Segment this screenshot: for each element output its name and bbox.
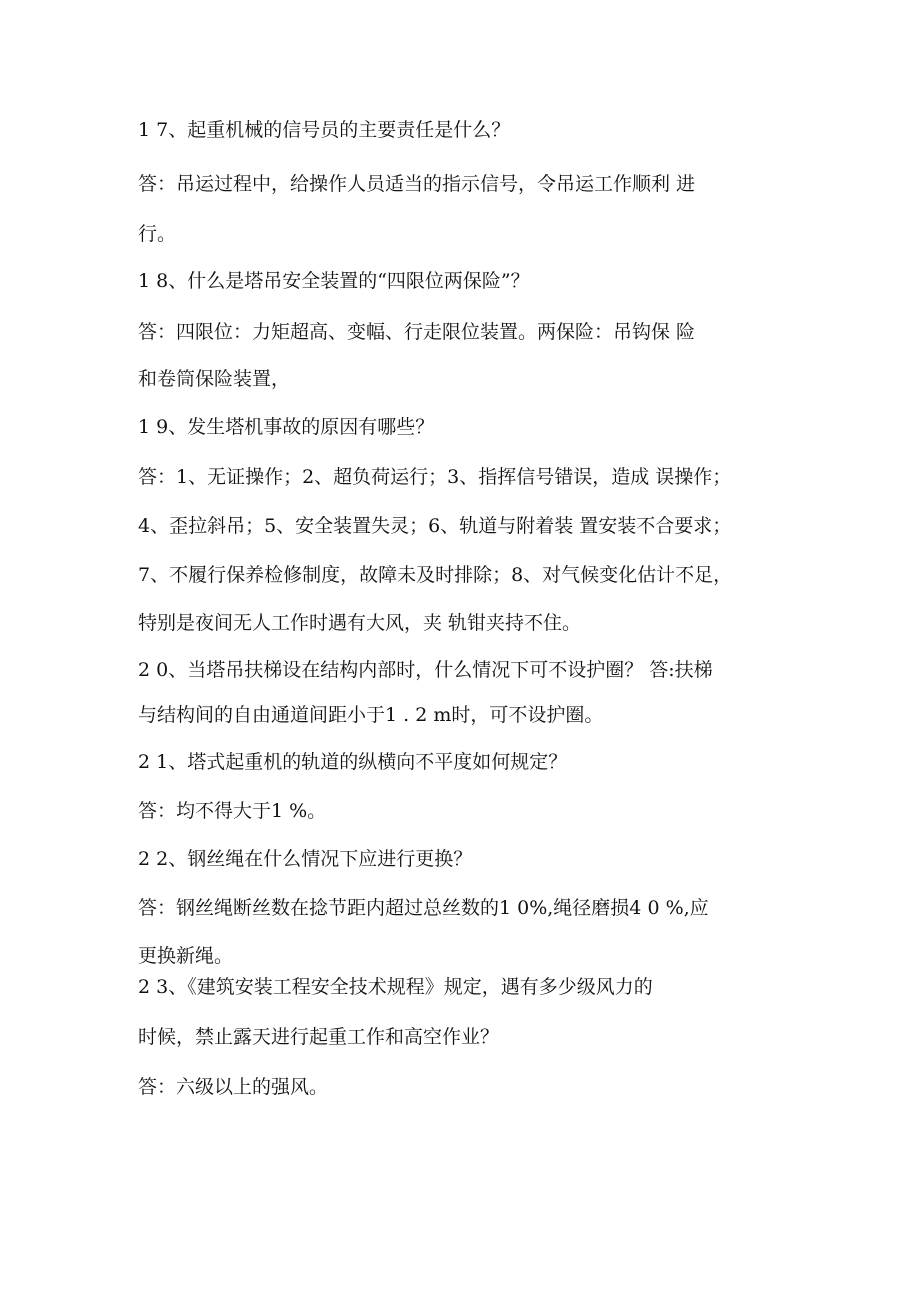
text-line-q19: 1 9、发生塔机事故的原因有哪些？ <box>138 416 435 438</box>
text-line-q21: 2 1、塔式起重机的轨道的纵横向不平度如何规定？ <box>138 751 568 773</box>
text-line-a19-4: 特别是夜间无人工作时遇有大风，夹 轨钳夹持不住。 <box>138 612 582 634</box>
text-line-q22: 2 2、钢丝绳在什么情况下应进行更换？ <box>138 848 473 870</box>
text-line-a17-1: 答：吊运过程中，给操作人员适当的指示信号，令吊运工作顺利 进 <box>138 173 696 195</box>
text-line-q20-2: 与结构间的自由通道间距小于1 . 2 m时，可不设护圈。 <box>138 704 604 726</box>
text-line-a19-3: 7、不履行保养检修制度，故障未及时排除；8、对气候变化估计不足， <box>138 564 733 586</box>
text-line-a18-1: 答：四限位：力矩超高、变幅、行走限位装置。两保险：吊钩保 险 <box>138 321 696 343</box>
text-line-a22-2: 更换新绳。 <box>138 945 234 967</box>
text-line-q17: 1 7、起重机械的信号员的主要责任是什么？ <box>138 119 511 141</box>
text-line-a17-2: 行。 <box>138 223 177 245</box>
text-line-q18: 1 8、什么是塔吊安全装置的“四限位两保险”？ <box>138 270 530 292</box>
text-line-a18-2: 和卷筒保险装置， <box>138 368 291 390</box>
text-line-q20-1: 2 0、当塔吊扶梯设在结构内部时，什么情况下可不设护圈？ 答:扶梯 <box>138 659 713 681</box>
text-line-a23: 答：六级以上的强风。 <box>138 1076 329 1098</box>
text-line-a19-2: 4、歪拉斜吊；5、安全装置失灵；6、轨道与附着装 置安装不合要求； <box>138 515 732 537</box>
text-line-q23-2: 时候，禁止露天进行起重工作和高空作业？ <box>138 1026 500 1048</box>
text-line-a19-1: 答：1、无证操作；2、超负荷运行；3、指挥信号错误，造成 误操作； <box>138 466 732 488</box>
text-line-a21: 答：均不得大于1 %。 <box>138 800 327 822</box>
text-line-q23-1: 2 3、《建筑安装工程安全技术规程》规定，遇有多少级风力的 <box>138 976 653 998</box>
text-line-a22-1: 答：钢丝绳断丝数在捻节距内超过总丝数的1 0%,绳径磨损4 0 %,应 <box>138 897 709 919</box>
